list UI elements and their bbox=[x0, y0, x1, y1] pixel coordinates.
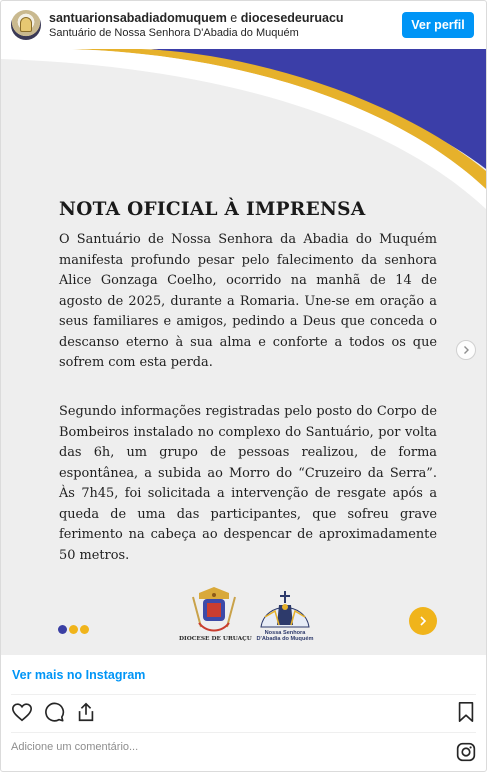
yellow-arrow-graphic bbox=[409, 607, 437, 635]
santuario-logo bbox=[255, 587, 315, 643]
post-header bbox=[1, 1, 486, 49]
avatar[interactable] bbox=[11, 10, 41, 40]
view-more-on-instagram-link[interactable]: Ver mais no Instagram bbox=[12, 668, 146, 682]
santuario-caption-line1: Nossa Senhora bbox=[264, 630, 306, 636]
dot-yellow bbox=[80, 625, 89, 634]
account-secondary-link[interactable]: diocesedeuruacu bbox=[240, 10, 344, 25]
post-paragraph-1: O Santuário de Nossa Senhora da Abadia do Muquém manifesta profundo pesar pelo falecimento da senhora Alice Gonzaga Coelho, ocorrido na manhã de 14 de agosto de 2025, durante a Romaria. Une-se em oração a seus familiares e amigos, pedindo a Deus que conceda o descanso eterno à sua alma e conforte a todos os que sofrem com esta perda. bbox=[59, 232, 437, 370]
carousel-next-button[interactable] bbox=[456, 340, 476, 360]
santuario-caption bbox=[255, 630, 315, 643]
divider bbox=[11, 732, 476, 733]
santuario-caption-line2: D'Abadia do Muquém bbox=[256, 636, 314, 643]
slide-indicator-dots bbox=[58, 625, 89, 634]
action-bar bbox=[1, 701, 486, 727]
bookmark-icon[interactable] bbox=[456, 701, 476, 723]
santuario-logo-icon bbox=[255, 587, 315, 629]
conjunction: e bbox=[230, 10, 238, 25]
dot-yellow bbox=[69, 625, 78, 634]
chevron-right-icon bbox=[417, 615, 429, 627]
divider bbox=[11, 694, 476, 695]
account-names bbox=[49, 11, 402, 26]
location-subtitle[interactable]: Santuário de Nossa Senhora D'Abadia do Muquém bbox=[49, 26, 299, 39]
view-profile-button[interactable]: Ver perfil bbox=[402, 12, 474, 38]
comment-input[interactable]: Adicione um comentário... bbox=[11, 741, 139, 753]
account-primary-link[interactable]: santuarionsabadiadomuquem bbox=[49, 10, 227, 25]
diocese-caption: DIOCESE DE URUAÇU bbox=[179, 636, 252, 642]
chevron-right-icon bbox=[461, 345, 471, 355]
instagram-icon[interactable] bbox=[456, 742, 476, 762]
comment-icon[interactable] bbox=[43, 701, 65, 723]
heart-icon[interactable] bbox=[11, 701, 33, 723]
diocese-coat-of-arms-icon bbox=[179, 587, 249, 635]
post-paragraph-2: Segundo informações registradas pelo posto do Corpo de Bombeiros instalado no complexo do Santuário, por volta das 6h, um grupo de pessoas realizou, de forma espontânea, a subida ao Morro do “Cruzeiro da Serra”. Às 7h45, foi solicitada a intervenção de resgate após a queda de uma das participantes, que sofreu grave ferimento na cabeça ao despencar de aproximadamente 50 metros. bbox=[59, 404, 437, 563]
dot-blue bbox=[58, 625, 67, 634]
post-title: NOTA OFICIAL À IMPRENSA bbox=[59, 199, 366, 220]
account-titles bbox=[49, 11, 402, 40]
share-icon[interactable] bbox=[75, 701, 97, 723]
diocese-logo bbox=[179, 587, 252, 642]
post-image[interactable] bbox=[1, 49, 486, 655]
